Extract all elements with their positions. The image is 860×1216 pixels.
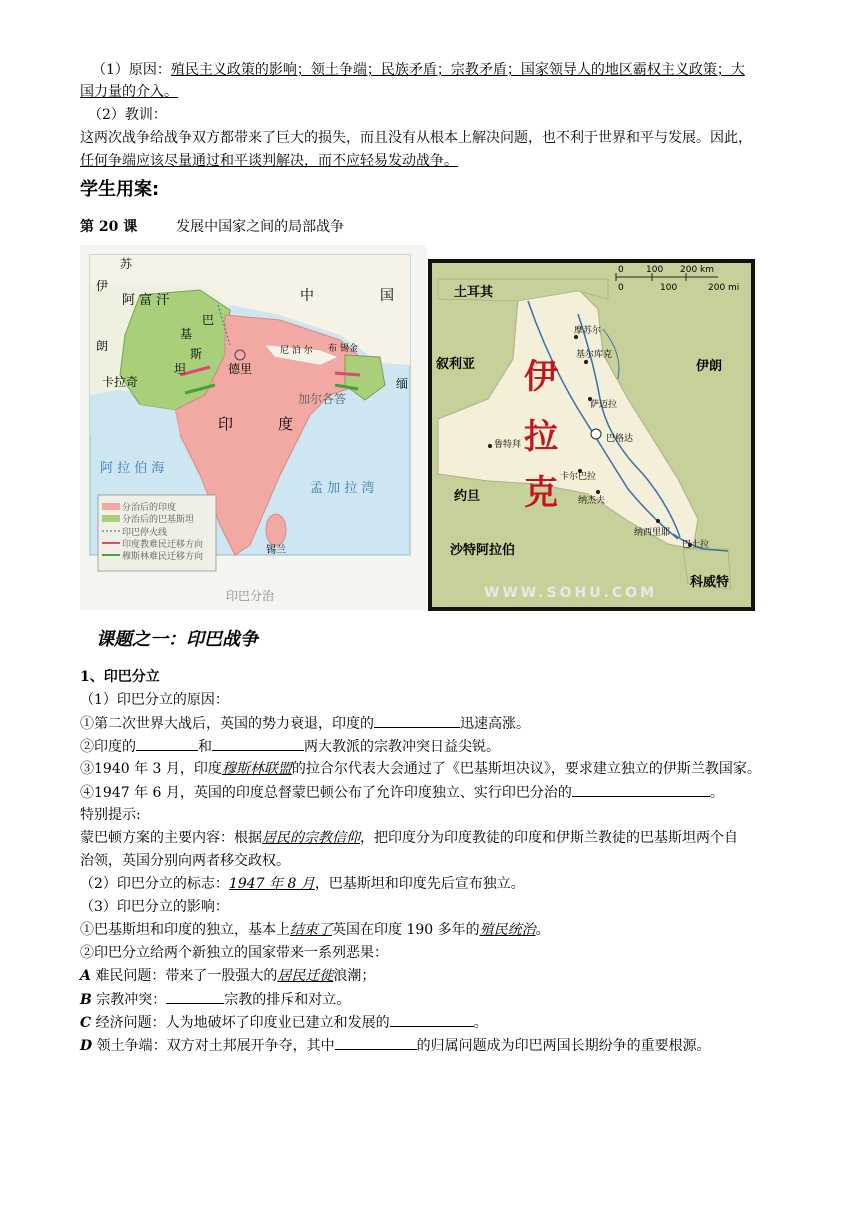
blank-r2-b[interactable] xyxy=(212,736,304,751)
label-du: 度 xyxy=(278,415,294,433)
label-ceylon: 锡兰 xyxy=(266,545,286,556)
effect-a: A 难民问题：带来了一股强大的居民迁徙浪潮； xyxy=(80,968,376,984)
label-turkey: 土耳其 xyxy=(454,285,494,300)
reason-head: （1）印巴分立的原因： xyxy=(80,692,229,708)
legend-pakistan: 分治后的巴基斯坦 xyxy=(122,515,195,525)
label-kolkata: 加尔各答 xyxy=(298,392,347,406)
topic-heading: 课题之一：印巴战争 xyxy=(96,629,258,650)
label-jordan: 约旦 xyxy=(454,489,481,504)
india-pakistan-map xyxy=(80,245,427,610)
city-nasiriyah: 纳西里耶 xyxy=(634,528,671,538)
label-delhi: 德里 xyxy=(228,362,253,376)
lesson-line-1: 这两次战争给战争双方都带来了巨大的损失，而且没有从根本上解决问题，也不利于世界和平与发展。因此， xyxy=(80,130,752,146)
watermark: WWW.SOHU.COM xyxy=(484,585,657,601)
blank-r1[interactable] xyxy=(374,713,460,728)
scale-bottom-200: 200 mi xyxy=(708,283,740,293)
legend-muslim-refugees: 穆斯林难民迁移方向 xyxy=(122,552,204,562)
legend-india: 分治后的印度 xyxy=(122,503,177,513)
label-iraq-3: 克 xyxy=(524,473,558,513)
label-iraq-1: 伊 xyxy=(524,357,558,397)
map-caption: 印巴分治 xyxy=(226,589,275,603)
label-syria: 叙利亚 xyxy=(436,357,476,372)
blank-r4[interactable] xyxy=(572,782,710,797)
student-heading: 学生用案: xyxy=(80,179,160,200)
city-rutba: 鲁特拜 xyxy=(494,440,522,450)
label-arabian-sea: 阿 拉 伯 海 xyxy=(100,461,165,476)
city-basra: 巴士拉 xyxy=(682,540,710,550)
sign-line: （2）印巴分立的标志：1947 年 8 月，巴基斯坦和印度先后宣布独立。 xyxy=(80,876,525,892)
legend-ceasefire: 印巴停火线 xyxy=(122,528,168,538)
iraq-map xyxy=(428,259,755,611)
label-si: 斯 xyxy=(190,347,203,361)
city-kirkuk: 基尔库克 xyxy=(576,350,613,360)
lesson-title: 第 20 课 发展中国家之间的局部战争 xyxy=(80,219,345,235)
label-karachi: 卡拉奇 xyxy=(102,375,139,389)
effect-1: ①巴基斯坦和印度的独立，基本上结束了英国在印度 190 多年的殖民统治。 xyxy=(80,922,550,938)
label-tan: 坦 xyxy=(174,362,187,376)
label-afghan: 阿 富 汗 xyxy=(122,293,170,308)
cause-line-1: （1）原因：殖民主义政策的影响；领土争端；民族矛盾；宗教矛盾；国家领导人的地区霸权主义政策；大 xyxy=(92,62,745,78)
iraq-map-svg xyxy=(428,259,755,611)
lesson-label: （2）教训： xyxy=(88,107,167,123)
city-mosul: 摩苏尔 xyxy=(574,326,602,336)
scale-top-0: 0 xyxy=(618,265,624,275)
tip-line-2: 治领，英国分别向两者移交政权。 xyxy=(80,853,290,869)
legend-hindu-refugees: 印度教难民迁移方向 xyxy=(122,540,204,550)
scale-top-100: 100 xyxy=(646,265,664,275)
scale-top-200: 200 km xyxy=(680,265,715,275)
blank-r2-a[interactable] xyxy=(136,736,198,751)
label-lang: 朗 xyxy=(96,339,109,353)
label-yin: 印 xyxy=(218,415,234,433)
label-su: 苏 xyxy=(120,257,133,271)
city-baghdad: 巴格达 xyxy=(606,434,634,444)
scale-bottom-0: 0 xyxy=(618,283,624,293)
label-dian: 缅 xyxy=(396,377,409,391)
effect-c: C 经济问题：人为地破坏了印度业已建立和发展的 。 xyxy=(80,1012,800,1033)
blank-c[interactable] xyxy=(390,1012,474,1027)
effect-2: ②印巴分立给两个新独立的国家带来一系列恶果： xyxy=(80,945,388,961)
label-iran: 伊朗 xyxy=(696,359,723,374)
city-samarra: 萨迈拉 xyxy=(590,400,618,410)
reason-3: ③1940 年 3 月，印度穆斯林联盟的拉合尔代表大会通过了《巴基斯坦决议》，要求建立独立的伊斯兰教国家。 xyxy=(80,761,761,777)
effect-b: B 宗教冲突： 宗教的排斥和对立。 xyxy=(80,989,800,1010)
effect-d: D 领土争端：双方对土邦展开争夺，其中 的归属问题成为印巴两国长期纷争的重要根源。 xyxy=(80,1035,800,1056)
label-ji: 基 xyxy=(180,327,193,341)
effect-head: （3）印巴分立的影响： xyxy=(80,899,229,915)
cause-line-2: 国力量的介入。 xyxy=(80,84,178,100)
label-nepal: 尼 泊 尔 xyxy=(280,346,313,356)
tip-line-1: 蒙巴顿方案的主要内容：根据居民的宗教信仰，把印度分为印度教徒的印度和伊斯兰教徒的巴基斯坦两个自 xyxy=(80,830,738,846)
reason-2: ②印度的 和 两大教派的宗教冲突日益尖锐。 xyxy=(80,736,800,757)
label-bengal-bay: 孟 加 拉 湾 xyxy=(310,481,375,496)
blank-d[interactable] xyxy=(335,1035,417,1050)
label-buji: 布 锡金 xyxy=(328,344,358,354)
label-china: 中 xyxy=(300,288,314,304)
label-yi: 伊 xyxy=(96,279,109,293)
scale-bottom-100: 100 xyxy=(660,283,678,293)
label-guo: 国 xyxy=(380,288,394,304)
label-ba: 巴 xyxy=(202,313,215,327)
city-karbala: 卡尔巴拉 xyxy=(560,472,597,482)
tip-head: 特别提示: xyxy=(80,807,141,823)
blank-b[interactable] xyxy=(166,989,224,1004)
reason-1: ①第二次世界大战后，英国的势力衰退，印度的 迅速高涨。 xyxy=(80,713,800,734)
lesson-line-2: 任何争端应该尽量通过和平谈判解决，而不应轻易发动战争。 xyxy=(80,153,458,169)
city-najaf: 纳杰夫 xyxy=(578,496,606,506)
section-1-head: 1、印巴分立 xyxy=(80,669,160,685)
label-saudi: 沙特阿拉伯 xyxy=(450,543,516,558)
label-iraq-2: 拉 xyxy=(524,417,558,457)
label-kuwait: 科威特 xyxy=(690,575,730,590)
reason-4: ④1947 年 6 月，英国的印度总督蒙巴顿公布了允许印度独立、实行印巴分治的 。 xyxy=(80,782,800,803)
